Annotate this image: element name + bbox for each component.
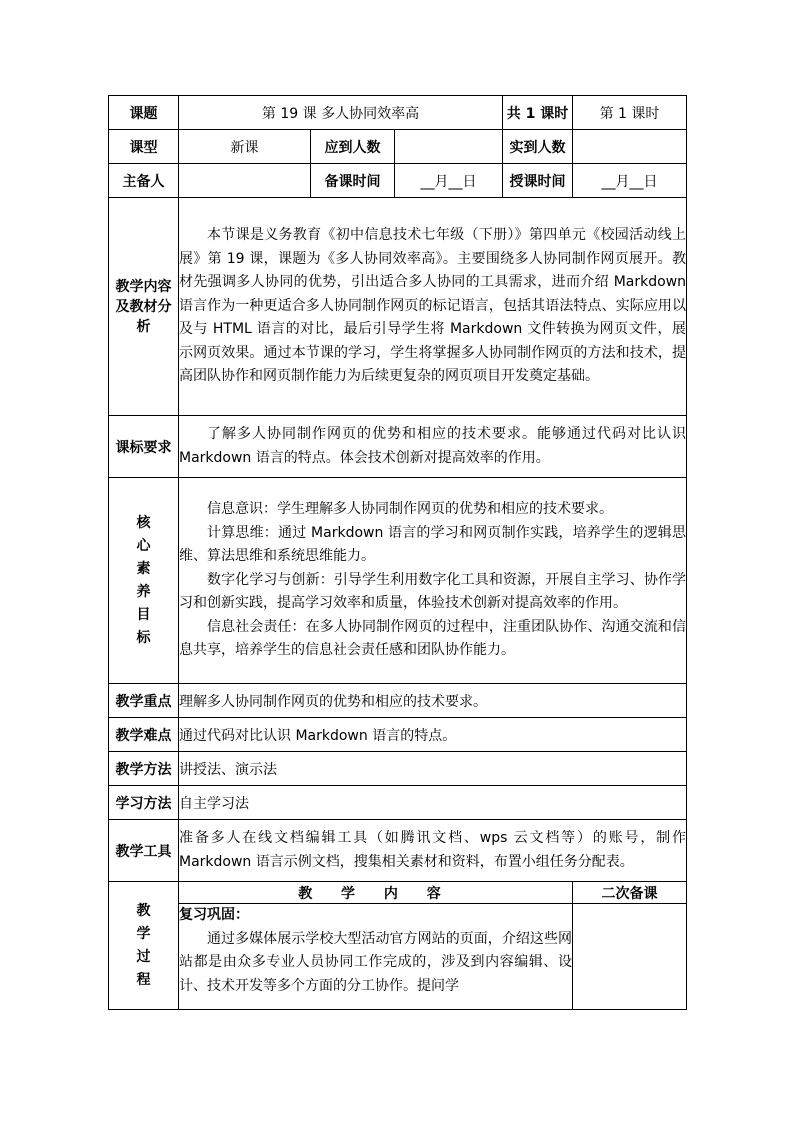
- expected-count-label: 应到人数: [311, 130, 395, 164]
- teach-method-label: 教学方法: [109, 752, 179, 786]
- difficulty-label: 教学难点: [109, 718, 179, 752]
- tools-text: 准备多人在线文档编辑工具（如腾讯文档、wps 云文档等）的账号，制作 Markdown 语言示例文档，搜集相关素材和资料，布置小组任务分配表。: [179, 820, 687, 882]
- lesson-type-label: 课型: [109, 130, 179, 164]
- process-label-char: 过: [136, 948, 151, 965]
- preparer-label: 主备人: [109, 164, 179, 198]
- content-header: 教 学 内 容: [179, 882, 573, 904]
- teach-time-label: 授课时间: [503, 164, 573, 198]
- analysis-label-line2: 及教材分: [115, 298, 172, 315]
- learn-method-label: 学习方法: [109, 786, 179, 820]
- actual-count-value: [573, 130, 687, 164]
- process-label: [109, 882, 179, 1010]
- analysis-label-line1: 教学内容: [115, 278, 172, 295]
- standards-text: 了解多人协同制作网页的优势和相应的技术要求。能够通过代码对比认识 Markdown 语言的特点。体会技术创新对提高效率的作用。: [179, 426, 687, 466]
- literacy-label: [109, 478, 179, 684]
- expected-count-value: [395, 130, 503, 164]
- prep-time-value: __月__日: [395, 164, 503, 198]
- review-subhead: 复习巩固：: [179, 907, 249, 923]
- process-label-char: 学: [136, 925, 151, 942]
- topic-label: 课题: [109, 96, 179, 130]
- teach-method-text: 讲授法、演示法: [179, 752, 687, 786]
- literacy-content: [179, 478, 687, 684]
- literacy-label-char: 养: [136, 583, 151, 600]
- analysis-content: [179, 198, 687, 416]
- analysis-label-line3: 析: [136, 318, 151, 335]
- key-point-text: 理解多人协同制作网页的优势和相应的技术要求。: [179, 684, 687, 718]
- literacy-label-char: 心: [136, 537, 151, 554]
- preparer-value: [179, 164, 311, 198]
- second-prep-cell: [573, 904, 687, 1010]
- literacy-info-awareness: 信息意识：学生理解多人协同制作网页的优势和相应的技术要求。: [207, 501, 613, 518]
- teach-time-value: __月__日: [573, 164, 687, 198]
- review-text: 通过多媒体展示学校大型活动官方网站的页面，介绍这些网站都是由众多专业人员协同工作完成的，涉及到内容编辑、设计、技术开发等多个方面的分工协作。提问学: [179, 930, 573, 994]
- lesson-type-value: 新课: [179, 130, 311, 164]
- process-label-char: 教: [136, 902, 151, 919]
- analysis-text: 本节课是义务教育《初中信息技术七年级（下册）》第四单元《校园活动线上展》第 19 课，课题为《多人协同效率高》。主要围绕多人协同制作网页展开。教材先强调多人协同的优势，引出适合多人协同的工具需求，进而介绍 Markdown 语言作为一种更适合多人协同制作网页的标记语言，包括其语法特点、实际应用以及与 HTML 语言的对比，最后引导学生将 Markdown 文件转换为网页文件，展示网页效果。通过本节课的学习，学生将掌握多人协同制作网页的方法和技术，提高团队协作和网页制作能力为后续更复杂的网页项目开发奠定基础。: [179, 227, 687, 385]
- total-periods-label: 共 1 课时: [503, 96, 573, 130]
- process-label-char: 程: [136, 971, 151, 988]
- analysis-label: [109, 198, 179, 416]
- difficulty-text: 通过代码对比认识 Markdown 语言的特点。: [179, 718, 687, 752]
- actual-count-label: 实到人数: [503, 130, 573, 164]
- standards-content: [179, 416, 687, 478]
- process-content: [179, 904, 573, 1010]
- prep-time-label: 备课时间: [311, 164, 395, 198]
- literacy-digital-learning: 数字化学习与创新：引导学生利用数字化工具和资源，开展自主学习、协作学习和创新实践，提高学习效率和质量，体验技术创新对提高效率的作用。: [179, 571, 687, 612]
- key-point-label: 教学重点: [109, 684, 179, 718]
- tools-label: 教学工具: [109, 820, 179, 882]
- topic-value: 第 19 课 多人协同效率高: [179, 96, 503, 130]
- literacy-label-char: 素: [136, 560, 151, 577]
- standards-label: 课标要求: [109, 416, 179, 478]
- literacy-label-char: 标: [136, 629, 151, 646]
- learn-method-text: 自主学习法: [179, 786, 687, 820]
- second-prep-header: 二次备课: [573, 882, 687, 904]
- literacy-label-char: 核: [136, 514, 151, 531]
- literacy-social-responsibility: 信息社会责任：在多人协同制作网页的过程中，注重团队协作、沟通交流和信息共享，培养学生的信息社会责任感和团队协作能力。: [179, 618, 687, 659]
- lesson-plan-table: [108, 95, 687, 1010]
- current-period-label: 第 1 课时: [573, 96, 687, 130]
- literacy-computational-thinking: 计算思维：通过 Markdown 语言的学习和网页制作实践，培养学生的逻辑思维、算法思维和系统思维能力。: [179, 524, 687, 565]
- literacy-label-char: 目: [136, 606, 151, 623]
